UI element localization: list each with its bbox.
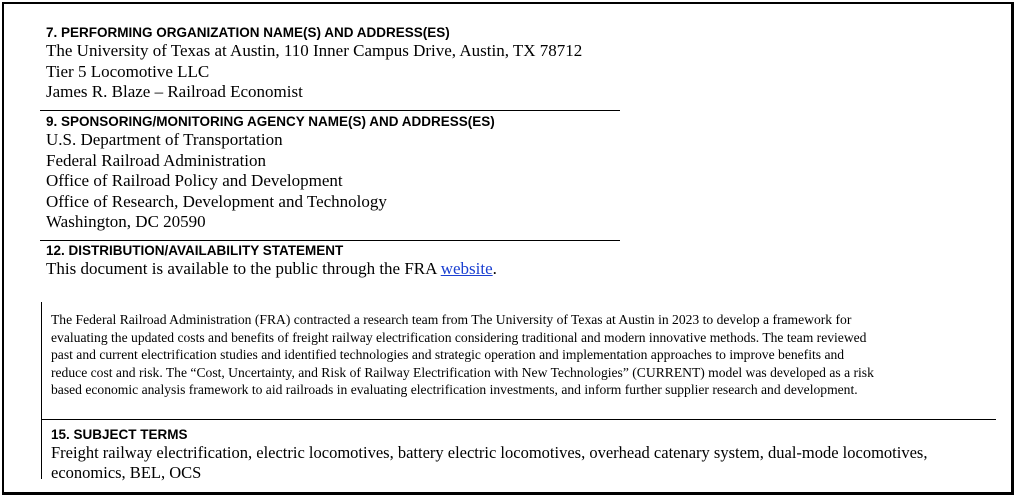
- subject-terms-line-1: Freight railway electrification, electric locomotives, battery electric locomotives, overhead catenary system, dual-mode locomotives,: [51, 443, 928, 462]
- sponsoring-agency-section: [46, 114, 620, 233]
- agency-line-5: Washington, DC 20590: [46, 212, 206, 231]
- divider: [40, 240, 620, 241]
- document-frame: [2, 2, 1014, 495]
- org-line-1: The University of Texas at Austin, 110 Inner Campus Drive, Austin, TX 78712: [46, 41, 583, 60]
- agency-line-2: Federal Railroad Administration: [46, 150, 267, 170]
- distribution-text-end: .: [492, 259, 497, 278]
- section-12-heading: 12. DISTRIBUTION/AVAILABILITY STATEMENT: [46, 243, 344, 258]
- distribution-statement: [46, 259, 620, 280]
- abstract-line: reduce cost and risk. The “Cost, Uncertainty, and Risk of Railway Electrification with New Technologies” (CURRENT) model was developed as a risk: [51, 364, 874, 380]
- divider: [40, 110, 620, 111]
- section-9-heading: 9. SPONSORING/MONITORING AGENCY NAME(S) AND ADDRESS(ES): [46, 114, 495, 129]
- agency-line-4: Office of Research, Development and Technology: [46, 191, 387, 211]
- org-line-3: James R. Blaze – Railroad Economist: [46, 82, 303, 101]
- subject-terms-line-2: economics, BEL, OCS: [51, 463, 202, 482]
- abstract-line: based economic analysis framework to aid railroads in evaluating electrification investments, and inform further supplier research and development.: [51, 382, 858, 397]
- abstract-line: The Federal Railroad Administration (FRA) contracted a research team from The University of Texas at Austin in 2023 to develop a framework for: [51, 312, 852, 327]
- abstract-left-border: [41, 302, 42, 419]
- agency-line-3: Office of Railroad Policy and Development: [46, 171, 343, 190]
- performing-organization-section: [46, 25, 620, 103]
- org-line-2: Tier 5 Locomotive LLC: [46, 61, 210, 81]
- abstract-line: past and current electrification studies and identified technologies and strategic operation and implementation approaches to improve benefits and: [51, 347, 845, 362]
- distribution-section: [46, 243, 620, 280]
- abstract-text: [51, 311, 1001, 399]
- distribution-text: This document is available to the public through the FRA: [46, 259, 441, 278]
- divider: [41, 419, 996, 420]
- website-link[interactable]: website: [440, 259, 493, 278]
- section-15-heading: 15. SUBJECT TERMS: [51, 427, 188, 442]
- agency-line-1: U.S. Department of Transportation: [46, 130, 283, 149]
- section-7-heading: 7. PERFORMING ORGANIZATION NAME(S) AND ADDRESS(ES): [46, 25, 450, 40]
- subject-left-border: [41, 419, 42, 479]
- subject-terms-section: [51, 427, 1001, 483]
- abstract-line: evaluating the updated costs and benefits of freight railway electrification considering traditional and modern innovative methods. The team reviewed: [51, 329, 867, 345]
